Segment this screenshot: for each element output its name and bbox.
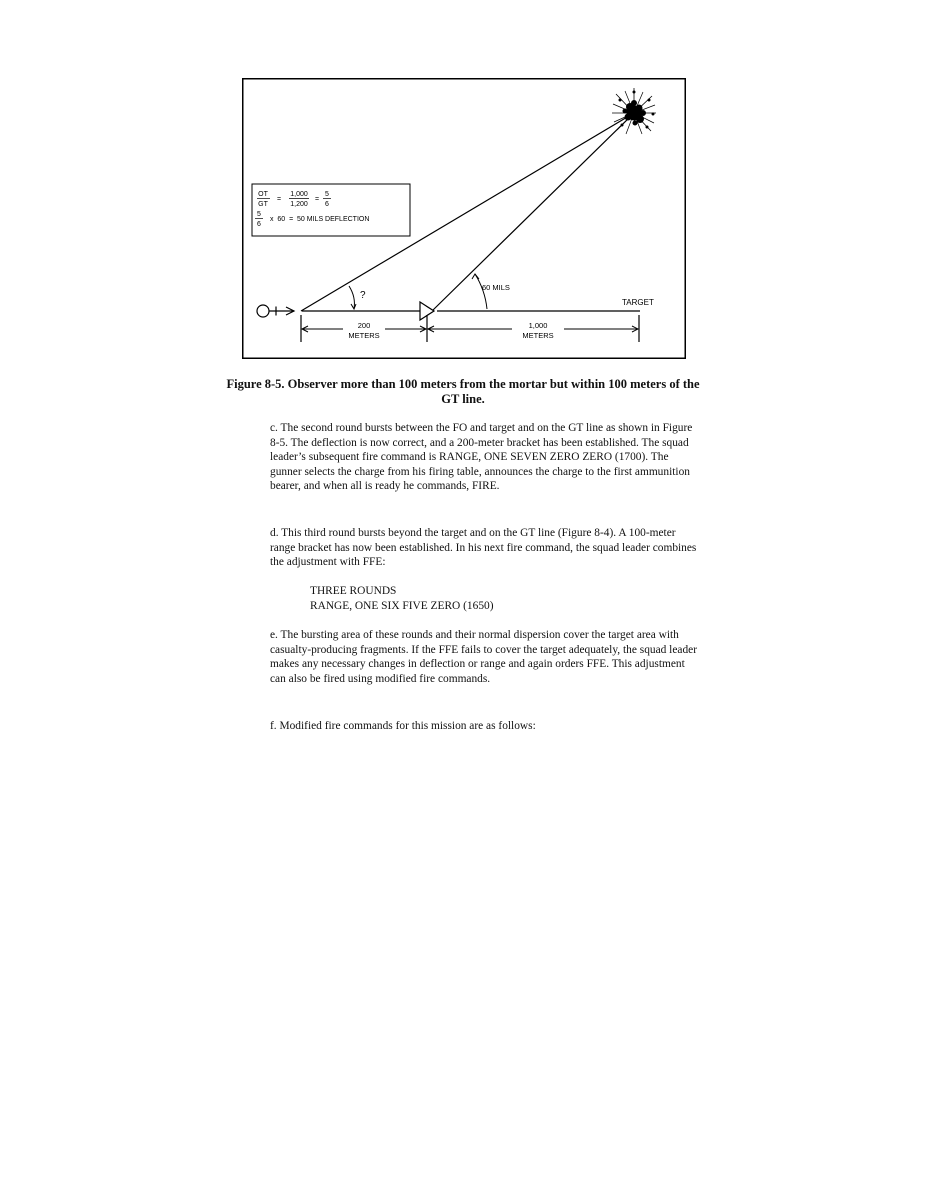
formula-deflection: x 60 = 50 MILS DEFLECTION xyxy=(270,216,370,223)
unknown-angle-label: ? xyxy=(360,290,366,301)
burst-icon xyxy=(612,88,656,134)
paragraph-c: c. The second round bursts between the FO and target and on the GT line as shown in Figure 8-5. The deflection is now correct, and a 200-meter bracket has been established. The squad leader’s subsequent fire command is RANGE, ONE SEVEN ZERO ZERO (1700). The gunner selects the charge from his firing table, announces the charge to the first ammunition bearer, and when all is ready he commands, FIRE. xyxy=(270,422,693,493)
formula-1000: 1,000 xyxy=(290,191,308,198)
unknown-angle-marker xyxy=(349,286,366,309)
figure-caption: Figure 8-5. Observer more than 100 meters from the mortar but within 100 meters of the GT line. xyxy=(226,377,700,406)
fire-command-line-1: THREE ROUNDS xyxy=(310,585,397,597)
dimension-1000-unit: METERS xyxy=(522,331,554,340)
svg-text:=: = xyxy=(276,196,282,203)
figure-8-5 xyxy=(242,78,686,359)
dimension-1000-meters xyxy=(428,315,639,342)
dimension-1000-value: 1,000 xyxy=(528,321,548,330)
svg-text:=: = xyxy=(314,196,320,203)
dimension-200-value: 200 xyxy=(357,321,371,330)
paragraph-e: e. The bursting area of these rounds and their normal dispersion cover the target area with casualty-producing fragments. If the FFE fails to cover the target adequately, the squad leader makes any necessary changes in deflection or range and again orders FFE. This adjustment can also be fired using modified fire commands. xyxy=(270,629,697,685)
formula-gt: GT xyxy=(258,201,268,208)
angle-60-mils-label: 60 MILS xyxy=(482,283,510,292)
formula-box xyxy=(252,184,410,236)
dimension-200-unit: METERS xyxy=(348,331,380,340)
figure-diagram xyxy=(242,78,686,359)
fire-command-block xyxy=(310,584,494,614)
fire-command-line-2: RANGE, ONE SIX FIVE ZERO (1650) xyxy=(310,600,494,612)
formula-line2-den: 6 xyxy=(257,221,261,228)
dimension-200-meters xyxy=(301,315,427,342)
paragraph-d: d. This third round bursts beyond the target and on the GT line (Figure 8-4). A 100-meter range bracket has now been established. In his next fire command, the squad leader combines the adjustment with FFE: xyxy=(270,527,697,569)
formula-ot: OT xyxy=(258,191,268,198)
formula-1200: 1,200 xyxy=(290,201,308,208)
angle-60-mils-marker xyxy=(472,274,510,309)
paragraph-f: f. Modified fire commands for this mission are as follows: xyxy=(270,720,536,732)
formula-line2-num: 5 xyxy=(257,211,261,218)
formula-ratio-den: 6 xyxy=(325,201,329,208)
formula-ratio-num: 5 xyxy=(325,191,329,198)
observer-icon xyxy=(257,305,294,317)
target-label: TARGET xyxy=(622,298,654,307)
burst-round-line xyxy=(432,113,634,311)
